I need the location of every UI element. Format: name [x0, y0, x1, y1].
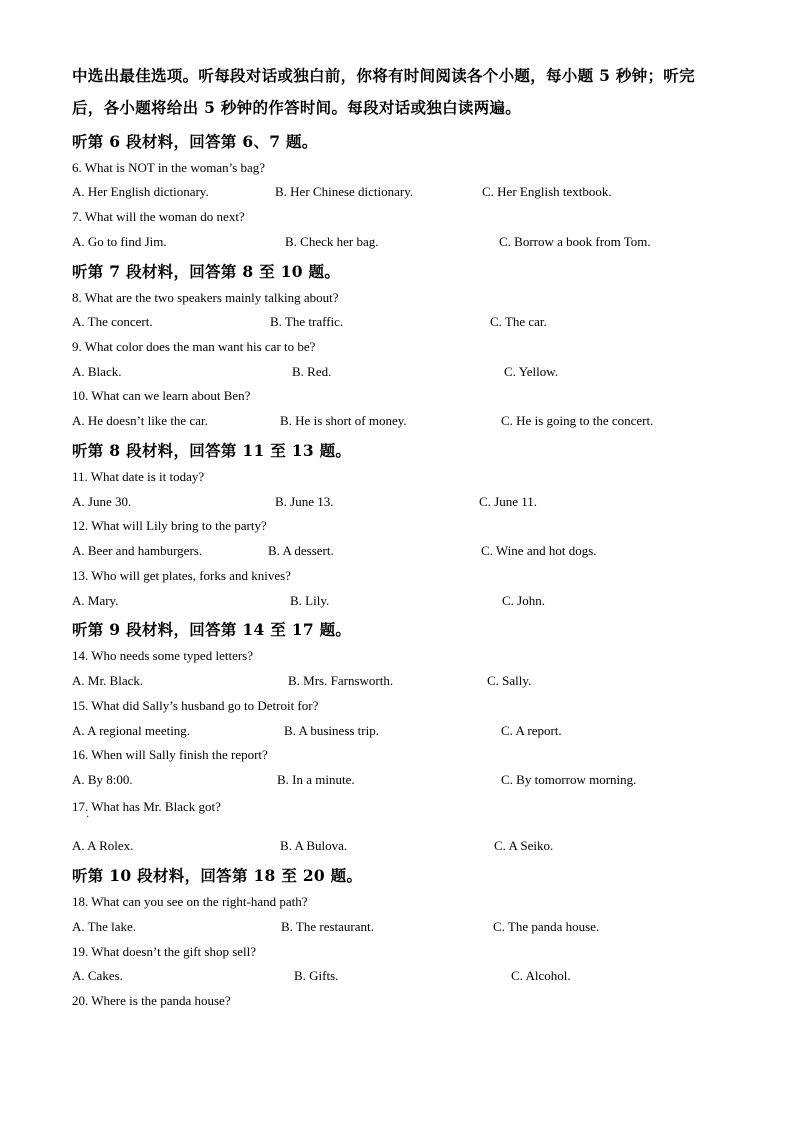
- option-b: B. Gifts.: [294, 968, 339, 983]
- option-c: C. Sally.: [487, 673, 532, 688]
- question-text: 6. What is NOT in the woman’s bag?: [72, 160, 266, 175]
- question-text: 17. What has Mr. Black got?: [72, 799, 221, 814]
- question-text: 7. What will the woman do next?: [72, 209, 245, 224]
- option-c: C. Her English textbook.: [482, 184, 612, 199]
- option-b: B. Check her bag.: [285, 234, 379, 249]
- option-a: A. The lake.: [72, 919, 137, 934]
- section-heading: 听第 8 段材料，回答第 11 至 13 题。: [72, 441, 352, 460]
- question-text: 11. What date is it today?: [72, 469, 205, 484]
- option-a: A. Beer and hamburgers.: [72, 543, 203, 558]
- option-c: C. The car.: [490, 314, 547, 329]
- option-b: B. The traffic.: [270, 314, 344, 329]
- section-heading: 听第 6 段材料，回答第 6、7 题。: [72, 132, 318, 151]
- option-a: A. He doesn’t like the car.: [72, 413, 208, 428]
- option-c: C. June 11.: [479, 494, 538, 509]
- option-a: A. June 30.: [72, 494, 132, 509]
- question-text: 12. What will Lily bring to the party?: [72, 518, 267, 533]
- option-b: B. He is short of money.: [280, 413, 407, 428]
- question-text: 18. What can you see on the right-hand path?: [72, 894, 308, 909]
- option-a: A. The concert.: [72, 314, 153, 329]
- option-a: A. By 8:00.: [72, 772, 133, 787]
- option-b: B. Mrs. Farnsworth.: [288, 673, 394, 688]
- option-b: B. A business trip.: [284, 723, 379, 738]
- option-b: B. A dessert.: [268, 543, 334, 558]
- option-c: C. Borrow a book from Tom.: [499, 234, 651, 249]
- option-b: B. Red.: [292, 364, 332, 379]
- option-b: B. June 13.: [275, 494, 334, 509]
- option-a: A. Black.: [72, 364, 122, 379]
- option-b: B. The restaurant.: [281, 919, 374, 934]
- question-text: 20. Where is the panda house?: [72, 993, 231, 1008]
- question-text: 14. Who needs some typed letters?: [72, 648, 253, 663]
- section-heading: 听第 9 段材料，回答第 14 至 17 题。: [72, 620, 352, 639]
- option-b: B. Her Chinese dictionary.: [275, 184, 414, 199]
- instructions-line-1: 中选出最佳选项。听每段对话或独白前，你将有时间阅读各个小题，每小题 5 秒钟；听完: [72, 66, 695, 85]
- option-c: C. The panda house.: [493, 919, 600, 934]
- option-c: C. Wine and hot dogs.: [481, 543, 597, 558]
- option-b: B. In a minute.: [277, 772, 355, 787]
- option-c: C. A report.: [501, 723, 562, 738]
- question-text: 8. What are the two speakers mainly talking about?: [72, 290, 339, 305]
- option-c: C. A Seiko.: [494, 838, 554, 853]
- option-c: C. Alcohol.: [511, 968, 571, 983]
- option-a: A. Mr. Black.: [72, 673, 144, 688]
- stray-dot: ·: [86, 812, 90, 823]
- option-c: C. Yellow.: [504, 364, 559, 379]
- option-b: B. A Bulova.: [280, 838, 348, 853]
- option-a: A. Her English dictionary.: [72, 184, 209, 199]
- option-a: A. Cakes.: [72, 968, 123, 983]
- option-b: B. Lily.: [290, 593, 330, 608]
- option-a: A. A Rolex.: [72, 838, 134, 853]
- question-text: 13. Who will get plates, forks and knives?: [72, 568, 291, 583]
- option-a: A. A regional meeting.: [72, 723, 191, 738]
- option-c: C. He is going to the concert.: [501, 413, 654, 428]
- section-heading: 听第 7 段材料，回答第 8 至 10 题。: [72, 262, 341, 281]
- option-a: A. Mary.: [72, 593, 119, 608]
- question-text: 10. What can we learn about Ben?: [72, 388, 251, 403]
- option-c: C. John.: [502, 593, 545, 608]
- question-text: 16. When will Sally finish the report?: [72, 747, 268, 762]
- instructions-line-2: 后，各小题将给出 5 秒钟的作答时间。每段对话或独白读两遍。: [72, 98, 522, 117]
- option-a: A. Go to find Jim.: [72, 234, 167, 249]
- question-text: 19. What doesn’t the gift shop sell?: [72, 944, 257, 959]
- section-heading: 听第 10 段材料，回答第 18 至 20 题。: [72, 866, 363, 885]
- question-text: 15. What did Sally’s husband go to Detroit for?: [72, 698, 319, 713]
- question-text: 9. What color does the man want his car to be?: [72, 339, 316, 354]
- option-c: C. By tomorrow morning.: [501, 772, 637, 787]
